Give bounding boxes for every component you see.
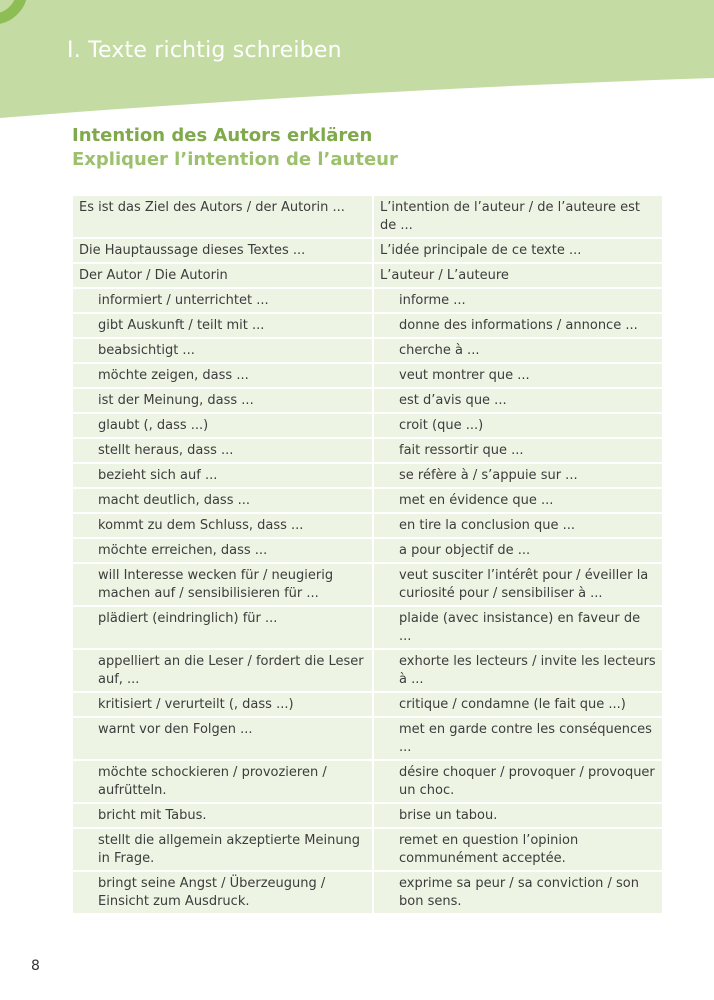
german-phrase-cell: glaubt (, dass ...) — [72, 413, 373, 438]
french-phrase-cell: L’idée principale de ce texte ... — [373, 238, 663, 263]
table-row — [72, 195, 663, 238]
table-row — [72, 363, 663, 388]
french-phrase-cell: donne des informations / annonce ... — [373, 313, 663, 338]
table-row — [72, 563, 663, 606]
german-phrase-cell: möchte schockieren / provozieren / aufrütteln. — [72, 760, 373, 803]
french-phrase-cell: remet en question l’opinion communément acceptée. — [373, 828, 663, 871]
section-title-fr: Expliquer l’intention de l’auteur — [72, 149, 398, 170]
french-phrase-cell: brise un tabou. — [373, 803, 663, 828]
german-phrase-cell: Der Autor / Die Autorin — [72, 263, 373, 288]
french-phrase-cell: informe ... — [373, 288, 663, 313]
table-row — [72, 803, 663, 828]
table-row — [72, 313, 663, 338]
german-phrase-cell: macht deutlich, dass ... — [72, 488, 373, 513]
french-phrase-cell: exprime sa peur / sa conviction / son bon sens. — [373, 871, 663, 914]
german-phrase-cell: will Interesse wecken für / neugierig machen auf / sensibilisieren für ... — [72, 563, 373, 606]
page-number: 8 — [31, 958, 40, 974]
french-phrase-cell: a pour objectif de ... — [373, 538, 663, 563]
table-row — [72, 606, 663, 649]
french-phrase-cell: critique / condamne (le fait que ...) — [373, 692, 663, 717]
table-row — [72, 871, 663, 914]
german-phrase-cell: stellt die allgemein akzeptierte Meinung in Frage. — [72, 828, 373, 871]
table-row — [72, 513, 663, 538]
table-row — [72, 338, 663, 363]
french-phrase-cell: est d’avis que ... — [373, 388, 663, 413]
table-row — [72, 717, 663, 760]
german-phrase-cell: gibt Auskunft / teilt mit ... — [72, 313, 373, 338]
chapter-title: I. Texte richtig schreiben — [67, 38, 342, 63]
phrase-table-body — [72, 195, 663, 914]
section-titles — [72, 124, 398, 172]
german-phrase-cell: Es ist das Ziel des Autors / der Autorin ... — [72, 195, 373, 238]
french-phrase-cell: désire choquer / provoquer / provoquer un choc. — [373, 760, 663, 803]
french-phrase-cell: L’auteur / L’auteure — [373, 263, 663, 288]
section-title-de: Intention des Autors erklären — [72, 125, 373, 146]
table-row — [72, 388, 663, 413]
table-row — [72, 463, 663, 488]
phrase-table — [71, 194, 664, 915]
german-phrase-cell: stellt heraus, dass ... — [72, 438, 373, 463]
table-row — [72, 828, 663, 871]
french-phrase-cell: exhorte les lecteurs / invite les lecteurs à ... — [373, 649, 663, 692]
chapter-header — [0, 0, 714, 120]
german-phrase-cell: appelliert an die Leser / fordert die Leser auf, ... — [72, 649, 373, 692]
french-phrase-cell: plaide (avec insistance) en faveur de ... — [373, 606, 663, 649]
table-row — [72, 288, 663, 313]
french-phrase-cell: veut susciter l’intérêt pour / éveiller la curiosité pour / sensibiliser à ... — [373, 563, 663, 606]
french-phrase-cell: met en garde contre les conséquences ... — [373, 717, 663, 760]
table-row — [72, 238, 663, 263]
german-phrase-cell: bringt seine Angst / Überzeugung / Einsicht zum Ausdruck. — [72, 871, 373, 914]
table-row — [72, 538, 663, 563]
german-phrase-cell: möchte erreichen, dass ... — [72, 538, 373, 563]
table-row — [72, 488, 663, 513]
german-phrase-cell: möchte zeigen, dass ... — [72, 363, 373, 388]
table-row — [72, 263, 663, 288]
german-phrase-cell: bezieht sich auf ... — [72, 463, 373, 488]
german-phrase-cell: bricht mit Tabus. — [72, 803, 373, 828]
french-phrase-cell: en tire la conclusion que ... — [373, 513, 663, 538]
french-phrase-cell: L’intention de l’auteur / de l’auteure est de ... — [373, 195, 663, 238]
french-phrase-cell: croit (que ...) — [373, 413, 663, 438]
french-phrase-cell: veut montrer que ... — [373, 363, 663, 388]
german-phrase-cell: beabsichtigt ... — [72, 338, 373, 363]
french-phrase-cell: cherche à ... — [373, 338, 663, 363]
french-phrase-cell: se réfère à / s’appuie sur ... — [373, 463, 663, 488]
table-row — [72, 438, 663, 463]
german-phrase-cell: ist der Meinung, dass ... — [72, 388, 373, 413]
table-row — [72, 760, 663, 803]
german-phrase-cell: Die Hauptaussage dieses Textes ... — [72, 238, 373, 263]
german-phrase-cell: plädiert (eindringlich) für ... — [72, 606, 373, 649]
french-phrase-cell: met en évidence que ... — [373, 488, 663, 513]
french-phrase-cell: fait ressortir que ... — [373, 438, 663, 463]
german-phrase-cell: informiert / unterrichtet ... — [72, 288, 373, 313]
german-phrase-cell: warnt vor den Folgen ... — [72, 717, 373, 760]
table-row — [72, 413, 663, 438]
german-phrase-cell: kommt zu dem Schluss, dass ... — [72, 513, 373, 538]
table-row — [72, 692, 663, 717]
german-phrase-cell: kritisiert / verurteilt (, dass ...) — [72, 692, 373, 717]
table-row — [72, 649, 663, 692]
